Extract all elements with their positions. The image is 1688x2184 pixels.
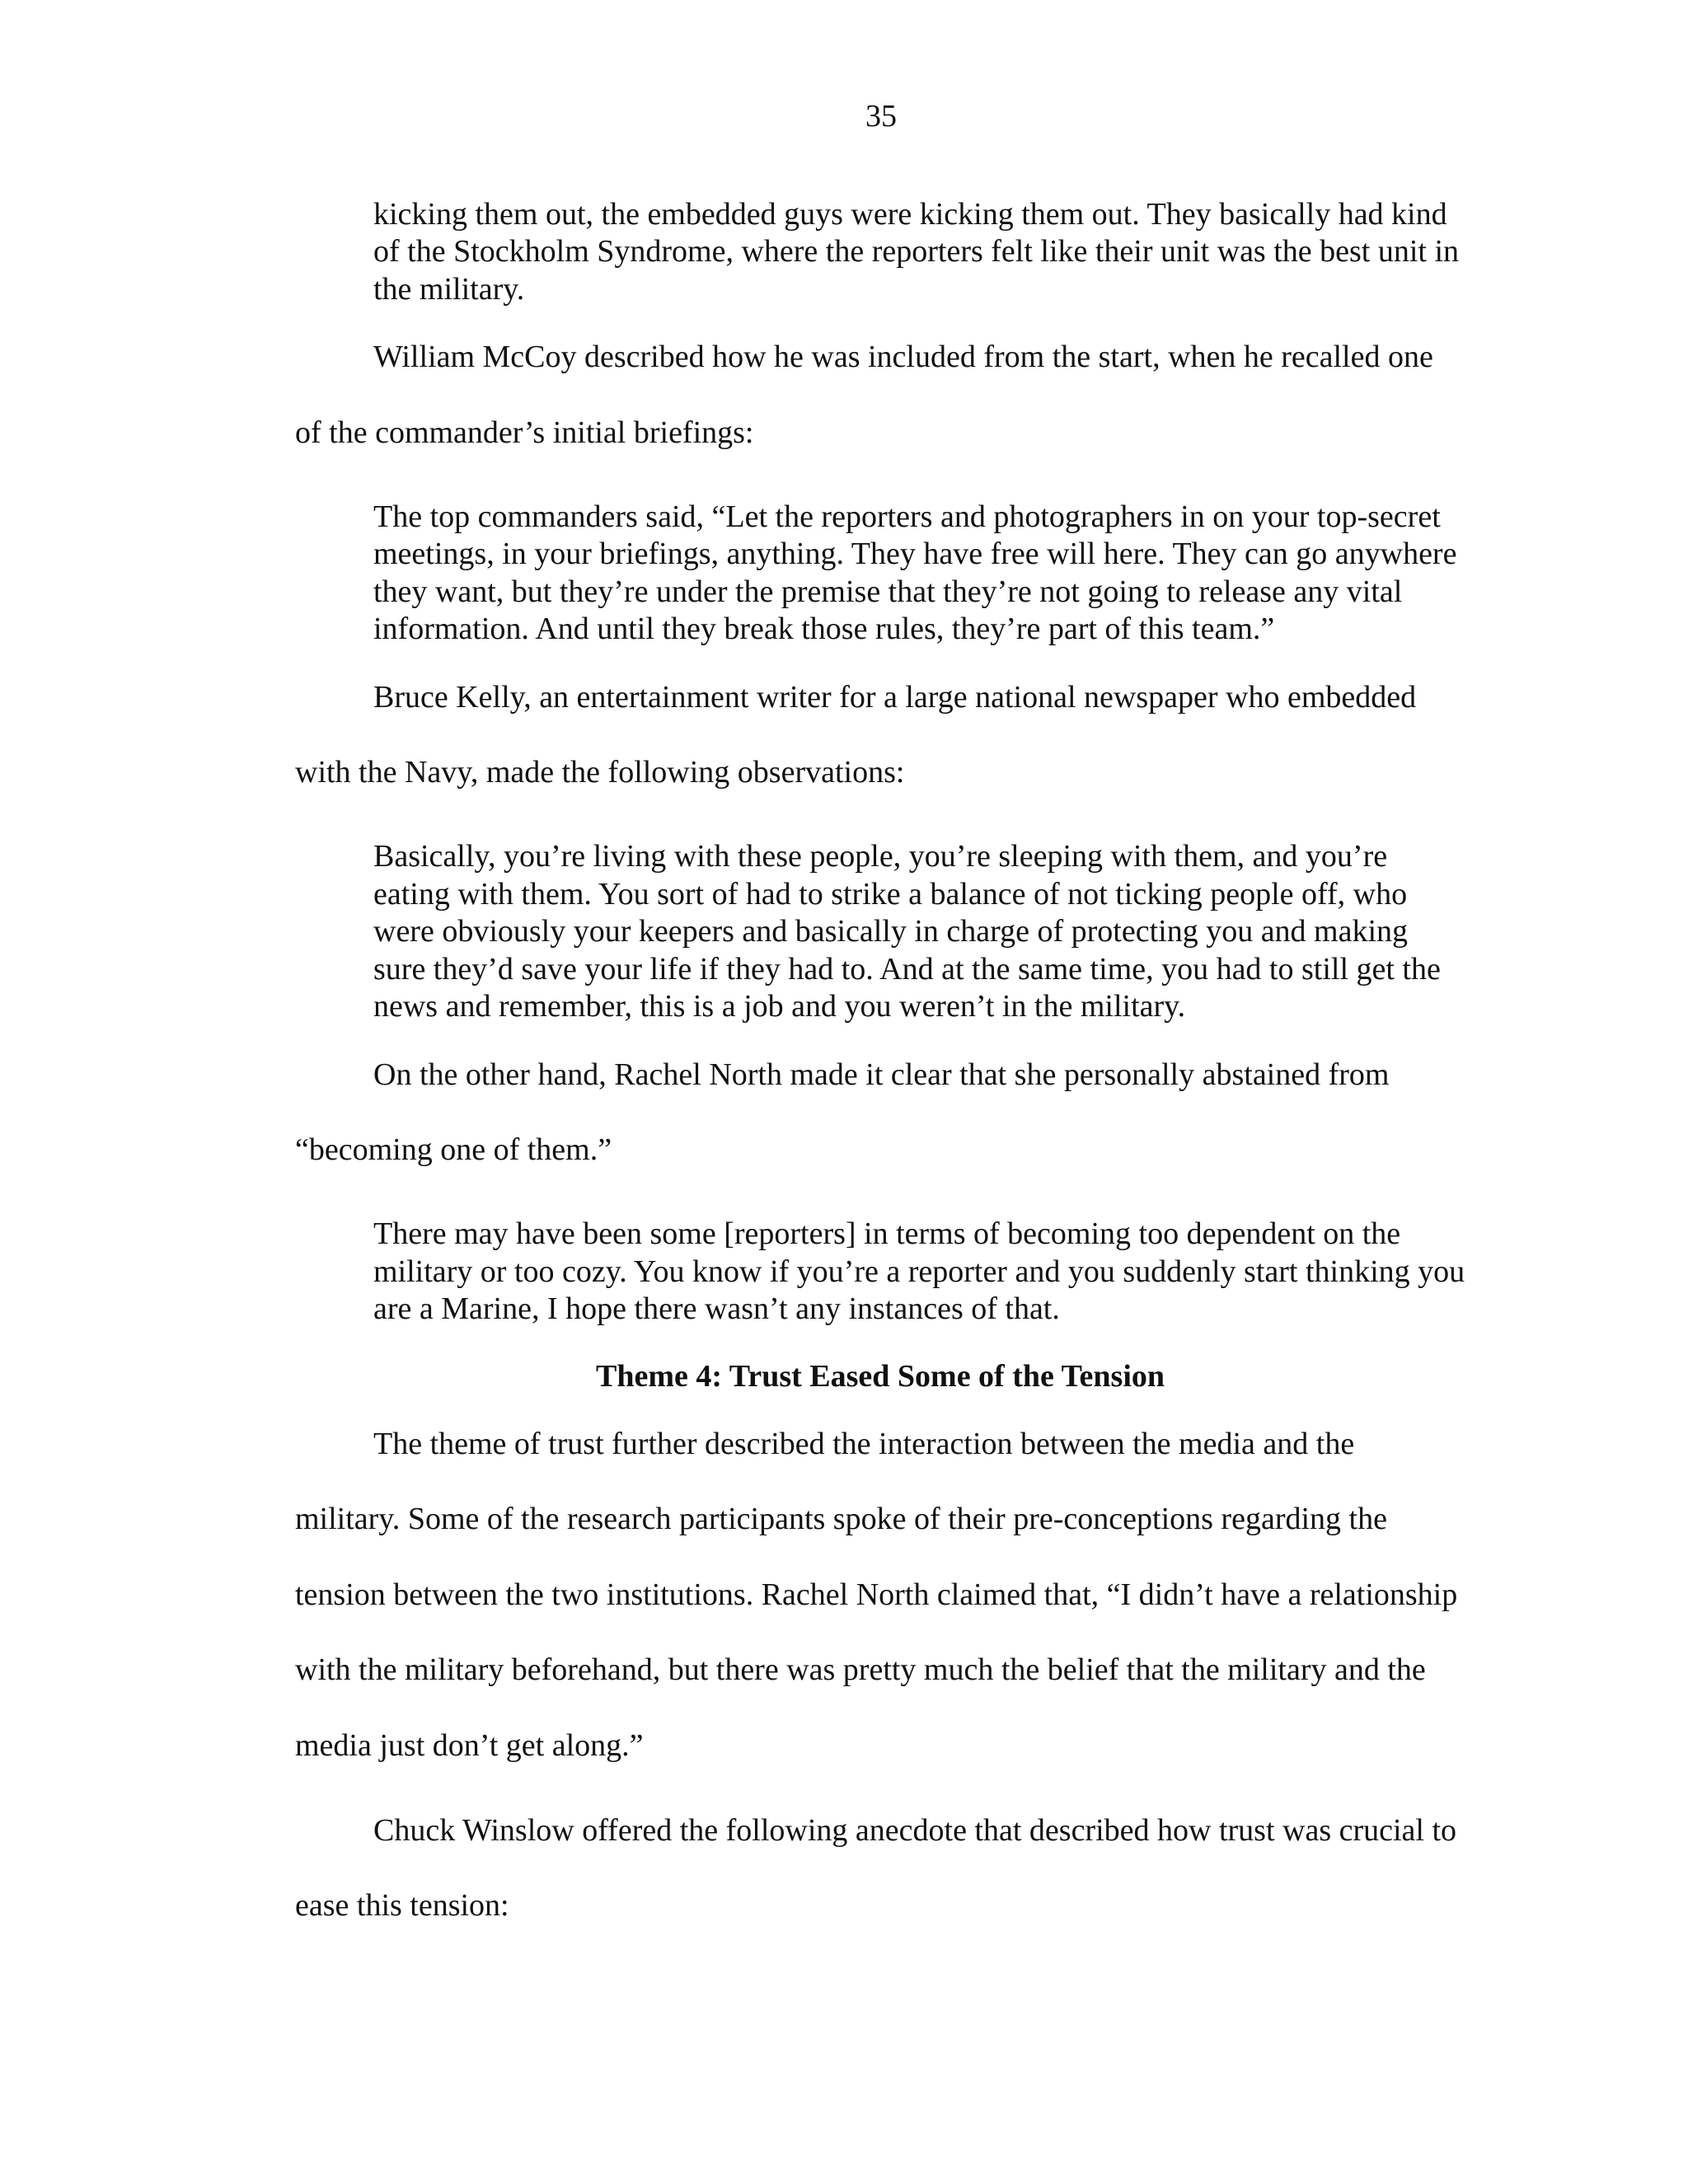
block-quote: kicking them out, the embedded guys were kicking them out. They basically had kind of the Stockholm Syndrome, where the reporters felt like their unit was the best unit in the military. [373, 197, 1460, 307]
page-number: 35 [865, 99, 897, 134]
body-paragraph: Bruce Kelly, an entertainment writer for a large national newspaper who embedded with the Navy, made the following observations: [295, 679, 1417, 790]
body-paragraph: On the other hand, Rachel North made it clear that she personally abstained from “becoming one of them.” [295, 1057, 1390, 1167]
page-content [295, 196, 1465, 1972]
block-quote: The top commanders said, “Let the reporters and photographers in on your top-secret meetings, in your briefings, anything. They have free will here. They can go anywhere they want, but they’re under the premise that they’re not going to release any vital information. And until they break those rules, they’re part of this team.” [373, 499, 1457, 647]
block-quote: Basically, you’re living with these people, you’re sleeping with them, and you’re eating with them. You sort of had to strike a balance of not ticking people off, who were obviously your keepers and basically in charge of protecting you and making sure they’d save your life if they had to. And at the same time, you had to still get the news and remember, this is a job and you weren’t in the military. [373, 839, 1441, 1024]
body-paragraph: Chuck Winslow offered the following anecdote that described how trust was crucial to ease this tension: [295, 1812, 1457, 1924]
block-quote: There may have been some [reporters] in terms of becoming too dependent on the military or too cozy. You know if you’re a reporter and you suddenly start thinking you are a Marine, I hope there wasn’t any instances of that. [373, 1216, 1465, 1327]
body-paragraph: The theme of trust further described the interaction between the media and the military. Some of the research participants spoke of their pre-conceptions regarding the tension between the two institutions. Rachel North claimed that, “I didn’t have a relationship with the military beforehand, but there was pretty much the belief that the military and the media just don’t get along.” [295, 1426, 1458, 1763]
body-paragraph: William McCoy described how he was included from the start, when he recalled one of the commander’s initial briefings: [295, 340, 1433, 450]
section-heading: Theme 4: Trust Eased Some of the Tension [595, 1358, 1165, 1394]
